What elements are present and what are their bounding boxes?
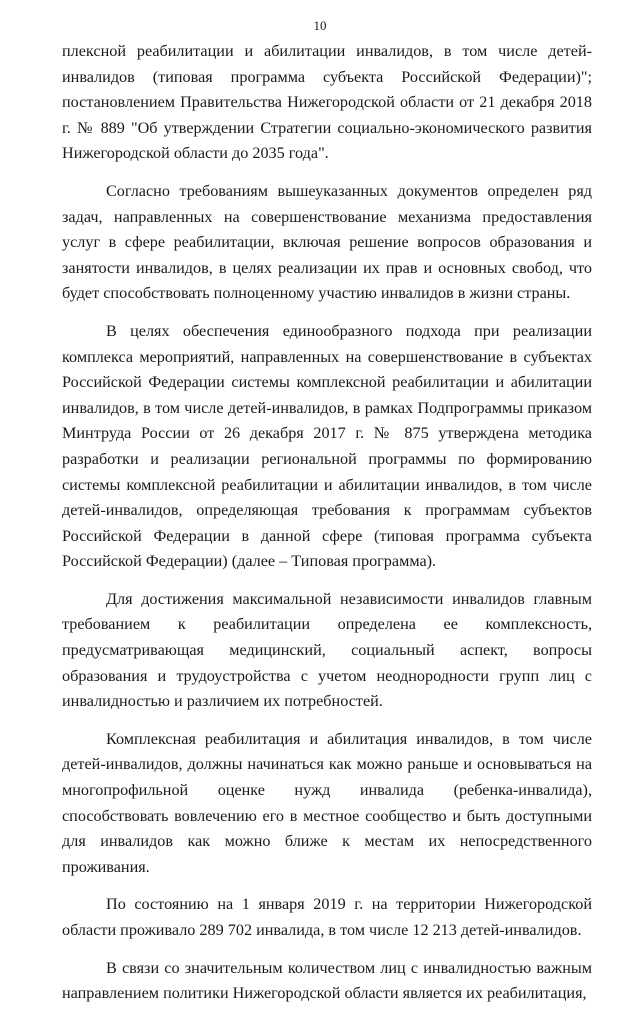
paragraph-policy: В связи со значительным количеством лиц с инвалидностью важным направлением политики Нижегородской области является их реабилитация, [62, 958, 592, 1003]
paragraph-statistics: По состоянию на 1 января 2019 г. на территории Нижегородской области проживало 289 702 инвалида, в том числе 12 213 детей-инвалидов. [62, 895, 592, 939]
paragraph-requirements: Согласно требованиям вышеуказанных документов определен ряд задач, направленных на совершенствование механизма предоставления услуг в сфере реабилитации, включая решение вопросов образования и занятости инвалидов, в целях реализации их прав и основных свобод, что будет способствовать полноценному участию инвалидов в жизни страны. [62, 181, 592, 303]
paragraph-methodology: В целях обеспечения единообразного подхода при реализации комплекса мероприятий, направленных на совершенствование в субъектах Российской Федерации системы комплексной реабилитации и абилитации инвалидов, в том числе детей-инвалидов, в рамках Подпрограммы приказом Минтруда России от 26 декабря 2017 г. № 875 утверждена методика разработки и реализации региональной программы по формированию системы комплексной реабилитации и абилитации инвалидов, в том числе детей-инвалидов, определяющая требования к программам субъектов Российской Федерации в данной сфере (типовая программа субъекта Российской Федерации) (далее – Типовая программа). [62, 321, 592, 571]
paragraph-independence: Для достижения максимальной независимости инвалидов главным требованием к реабилитации определена ее комплексность, предусматривающая медицинский, социальный аспект, вопросы образования и трудоустройства с учетом неоднородности групп лиц с инвалидностью и различием их потребностей. [62, 589, 592, 711]
paragraph-comprehensive-rehabilitation: Комплексная реабилитация и абилитация инвалидов, в том числе детей-инвалидов, должны начинаться как можно раньше и основываться на многопрофильной оценке нужд инвалида (ребенка-инвалида), способствовать вовлечению его в местное сообщество и быть доступными для инвалидов как можно ближе к местам их непосредственного проживания. [62, 729, 592, 876]
document-body [62, 39, 592, 1019]
paragraph-continuation: плексной реабилитации и абилитации инвалидов, в том числе детей-инвалидов (типовая программа субъекта Российской Федерации)"; постановлением Правительства Нижегородской области от 21 декабря 2018 г. № 889 "Об утверждении Стратегии социально-экономического развития Нижегородской области до 2035 года". [62, 42, 592, 163]
page-number: 10 [313, 18, 327, 33]
